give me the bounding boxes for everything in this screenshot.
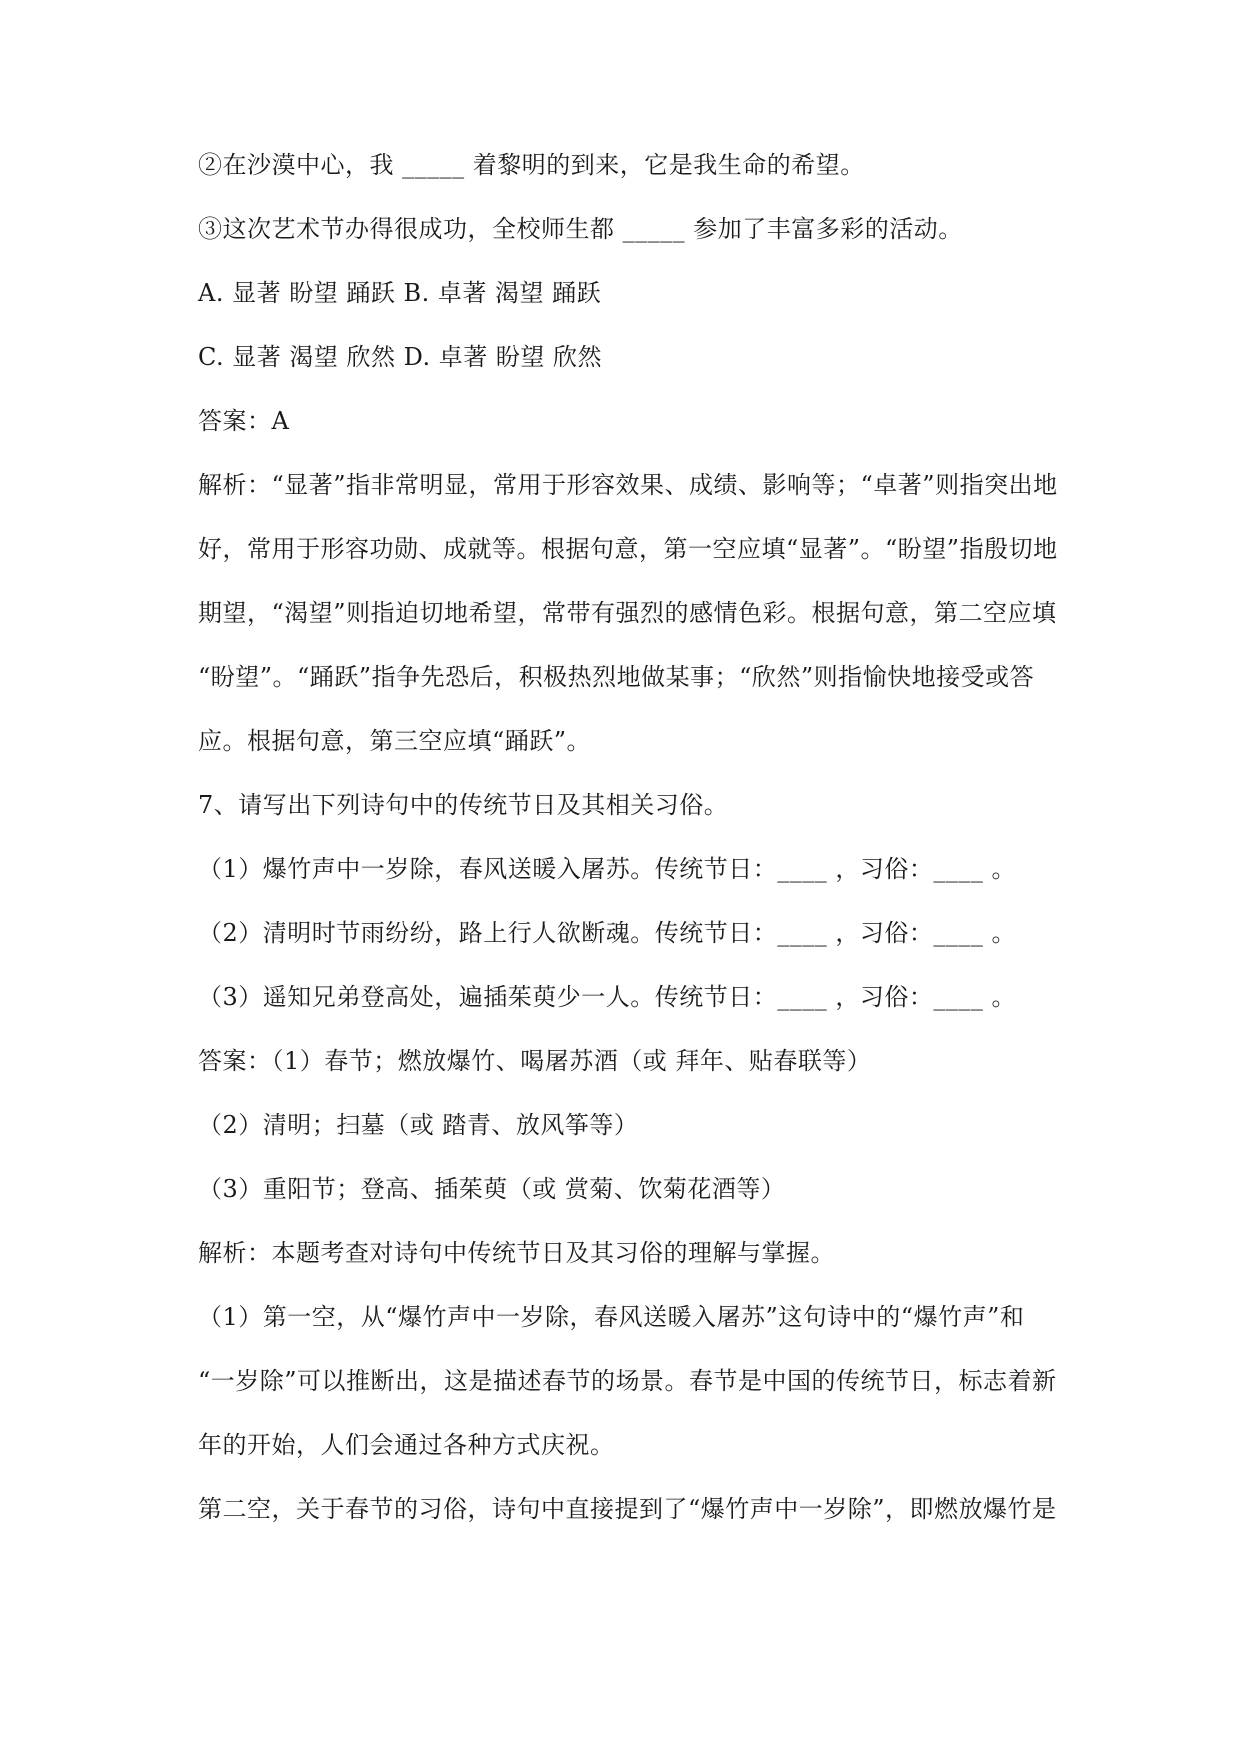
question-6-analysis-line-2: 好，常用于形容功勋、成就等。根据句意，第一空应填“显著”。“盼望”指殷切地 <box>198 535 1058 563</box>
question-6-analysis-line-5: 应。根据句意，第三空应填“踊跃”。 <box>198 727 592 755</box>
question-6-options-ab: A. 显著 盼望 踊跃 B. 卓著 渴望 踊跃 <box>198 279 602 307</box>
question-7-item-1: （1）爆竹声中一岁除，春风送暖入屠苏。传统节日：____ ，习俗：____ 。 <box>198 855 1017 883</box>
question-7-analysis-line-2: “一岁除”可以推断出，这是描述春节的场景。春节是中国的传统节日，标志着新 <box>198 1367 1057 1395</box>
question-7-title: 7、请写出下列诗句中的传统节日及其相关习俗。 <box>198 791 729 819</box>
question-7-answer-2: （2）清明；扫墓（或 踏青、放风筝等） <box>198 1111 639 1139</box>
question-6-item-2: ②在沙漠中心，我 _____ 着黎明的到来，它是我生命的希望。 <box>198 151 865 179</box>
question-7-analysis-line-3: 年的开始，人们会通过各种方式庆祝。 <box>198 1431 615 1459</box>
question-6-options-cd: C. 显著 渴望 欣然 D. 卓著 盼望 欣然 <box>198 343 603 371</box>
question-7-analysis-intro: 解析：本题考查对诗句中传统节日及其习俗的理解与掌握。 <box>198 1239 835 1267</box>
question-6-analysis-line-1: 解析：“显著”指非常明显，常用于形容效果、成绩、影响等；“卓著”则指突出地 <box>198 471 1058 499</box>
question-6-answer: 答案：A <box>198 407 290 435</box>
question-6-item-3: ③这次艺术节办得很成功，全校师生都 _____ 参加了丰富多彩的活动。 <box>198 215 963 243</box>
question-6-analysis-line-4: “盼望”。“踊跃”指争先恐后，积极热烈地做某事；“欣然”则指愉快地接受或答 <box>198 663 1035 691</box>
question-7-analysis-line-1: （1）第一空，从“爆竹声中一岁除，春风送暖入屠苏”这句诗中的“爆竹声”和 <box>198 1303 1025 1331</box>
question-7-answer-1: 答案：（1）春节；燃放爆竹、喝屠苏酒（或 拜年、贴春联等） <box>198 1047 872 1075</box>
question-7-answer-3: （3）重阳节；登高、插茱萸（或 赏菊、饮菊花酒等） <box>198 1175 786 1203</box>
question-7-item-3: （3）遥知兄弟登高处，遍插茱萸少一人。传统节日：____ ，习俗：____ 。 <box>198 983 1017 1011</box>
question-6-analysis-line-3: 期望，“渴望”则指迫切地希望，常带有强烈的感情色彩。根据句意，第二空应填 <box>198 599 1057 627</box>
question-7-item-2: （2）清明时节雨纷纷，路上行人欲断魂。传统节日：____ ，习俗：____ 。 <box>198 919 1017 947</box>
question-7-analysis-line-4: 第二空，关于春节的习俗，诗句中直接提到了“爆竹声中一岁除”，即燃放爆竹是 <box>198 1495 1057 1523</box>
